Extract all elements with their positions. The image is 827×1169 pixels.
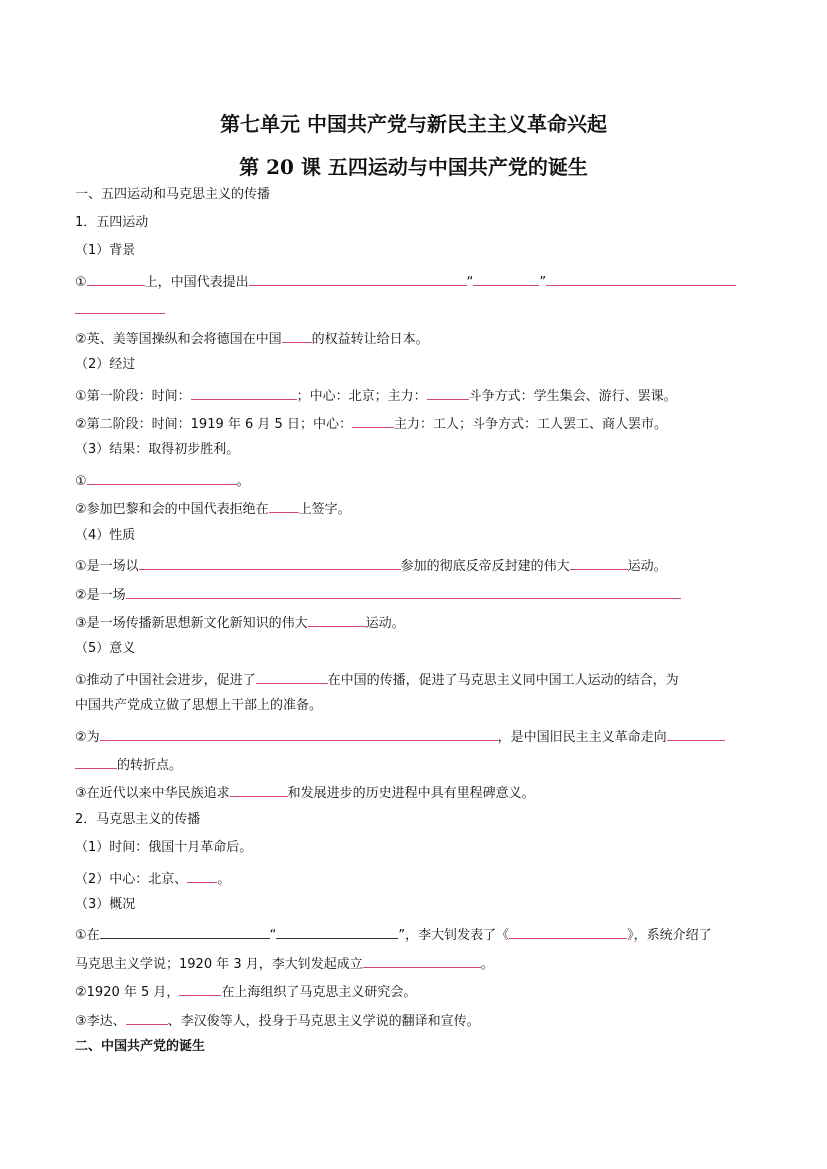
fill-blank[interactable]	[126, 1010, 168, 1025]
fill-blank[interactable]	[126, 584, 681, 599]
lesson-title: 第 20 课 五四运动与中国共产党的诞生	[239, 155, 588, 179]
text: 参加的彻底反帝反封建的伟大	[400, 559, 570, 574]
text: 斗争方式：学生集会、游行、罢课。	[468, 389, 677, 404]
text: 、李汉俊等人，投身于马克思主义学说的翻译和宣传。	[167, 1014, 480, 1029]
text-line	[75, 299, 165, 320]
fill-blank[interactable]	[667, 726, 725, 741]
text-line: （1）时间：俄国十月革命后。	[75, 840, 253, 855]
text: ，是中国旧民主主义革命走向	[497, 730, 667, 745]
text-line	[75, 953, 494, 974]
text: ①推动了中国社会进步，促进了	[75, 673, 256, 688]
text: 》，系统介绍了	[627, 928, 712, 943]
item-heading-result: （3）结果：取得初步胜利。	[75, 442, 240, 457]
fill-blank[interactable]	[100, 726, 498, 741]
text-line	[75, 726, 725, 747]
text-line	[75, 612, 405, 633]
fill-blank[interactable]	[249, 271, 467, 286]
text: 在上海组织了马克思主义研究会。	[221, 985, 417, 1000]
item-heading-significance: （5）意义	[75, 641, 136, 656]
text: ②为	[75, 730, 100, 745]
text: ①在	[75, 928, 100, 943]
text: ①	[75, 474, 87, 489]
text: ②参加巴黎和会的中国代表拒绝在	[75, 502, 269, 517]
section-heading-2: 二、中国共产党的诞生	[75, 1039, 206, 1054]
text: ②第二阶段：时间：1919 年 6 月 5 日；中心：	[75, 417, 352, 432]
text: 。	[480, 957, 494, 972]
fill-blank[interactable]	[87, 470, 237, 485]
text: ”，李大钊发表了《	[398, 928, 510, 943]
text: 的权益转让给日本。	[311, 332, 429, 347]
text-line	[75, 385, 677, 406]
text-line	[75, 555, 667, 576]
text: ①第一阶段：时间：	[75, 389, 191, 404]
fill-blank[interactable]	[276, 924, 398, 939]
text: ③李达、	[75, 1014, 126, 1029]
text-line	[75, 868, 230, 889]
fill-blank[interactable]	[473, 271, 539, 286]
fill-blank[interactable]	[308, 612, 366, 627]
text-line	[75, 470, 250, 491]
text: 上签字。	[298, 502, 351, 517]
text: 和发展进步的历史进程中具有里程碑意义。	[287, 786, 535, 801]
text: 。	[236, 474, 250, 489]
fill-blank[interactable]	[546, 271, 736, 286]
text: 上，中国代表提出	[144, 275, 249, 290]
text: ②1920 年 5 月，	[75, 985, 180, 1000]
fill-blank[interactable]	[179, 981, 221, 996]
text-line	[75, 669, 679, 690]
fill-blank[interactable]	[75, 754, 117, 769]
text: ①	[75, 275, 87, 290]
text-line	[75, 1010, 480, 1031]
item-heading-overview: （3）概况	[75, 897, 136, 912]
unit-title: 第七单元 中国共产党与新民主主义革命兴起	[220, 112, 607, 136]
fill-blank[interactable]	[75, 299, 165, 314]
text-line	[75, 271, 736, 292]
section-heading-1: 一、五四运动和马克思主义的传播	[75, 187, 271, 202]
fill-blank[interactable]	[570, 555, 628, 570]
text-line	[75, 782, 535, 803]
subsection-heading-2: 2．马克思主义的传播	[75, 812, 201, 827]
fill-blank[interactable]	[256, 669, 328, 684]
text-line	[75, 924, 712, 945]
text: ②英、美等国操纵和会将德国在中国	[75, 332, 282, 347]
fill-blank[interactable]	[139, 555, 401, 570]
text: 的转折点。	[117, 758, 183, 773]
text: ③是一场传播新思想新文化新知识的伟大	[75, 616, 308, 631]
item-heading-nature: （4）性质	[75, 528, 136, 543]
fill-blank[interactable]	[87, 271, 145, 286]
fill-blank[interactable]	[230, 782, 288, 797]
fill-blank[interactable]	[100, 924, 270, 939]
text-line	[75, 328, 429, 349]
text-line	[75, 498, 351, 519]
text-line: 中国共产党成立做了思想上干部上的准备。	[75, 698, 323, 713]
item-heading-process: （2）经过	[75, 357, 136, 372]
text-line	[75, 413, 667, 434]
fill-blank[interactable]	[427, 385, 469, 400]
fill-blank[interactable]	[509, 924, 627, 939]
text: ①是一场以	[75, 559, 139, 574]
text: “	[269, 928, 277, 943]
text: 马克思主义学说；1920 年 3 月，李大钊发起成立	[75, 957, 363, 972]
text: 运动。	[627, 559, 667, 574]
text: ”	[539, 275, 547, 290]
text-line	[75, 584, 681, 605]
text: ；中心：北京；主力：	[296, 389, 427, 404]
fill-blank[interactable]	[269, 498, 299, 513]
text: 在中国的传播，促进了马克思主义同中国工人运动的结合，为	[327, 673, 679, 688]
fill-blank[interactable]	[187, 868, 217, 883]
text-line	[75, 981, 416, 1002]
item-heading-background: （1）背景	[75, 243, 136, 258]
text: ②是一场	[75, 588, 126, 603]
text: “	[466, 275, 474, 290]
fill-blank[interactable]	[282, 328, 312, 343]
fill-blank[interactable]	[191, 385, 297, 400]
text: （2）中心：北京、	[75, 872, 188, 887]
text: 主力：工人；斗争方式：工人罢工、商人罢市。	[393, 417, 667, 432]
text: ③在近代以来中华民族追求	[75, 786, 230, 801]
fill-blank[interactable]	[363, 953, 481, 968]
text: 运动。	[365, 616, 405, 631]
fill-blank[interactable]	[352, 413, 394, 428]
subsection-heading-1: 1．五四运动	[75, 215, 149, 230]
text-line	[75, 754, 182, 775]
text: 。	[217, 872, 231, 887]
